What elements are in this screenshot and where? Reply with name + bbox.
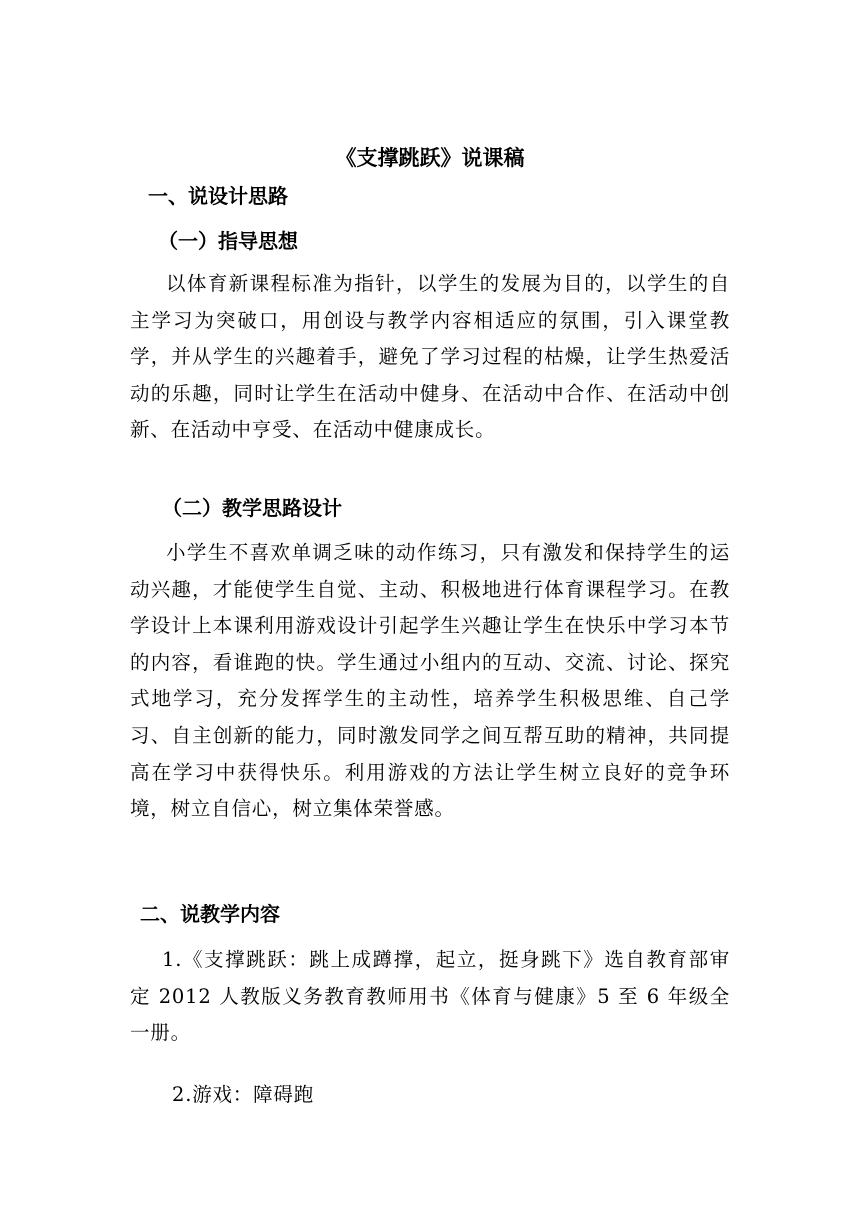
section-heading-teaching-content: 二、说教学内容 — [140, 902, 280, 926]
paragraph-teaching-design: 小学生不喜欢单调乏味的动作练习，只有激发和保持学生的运动兴趣，才能使学生自觉、主动、积极地进行体育课程学习。在教学设计上本课利用游戏设计引起学生兴趣让学生在快乐中学习本节的内容，看谁跑的快。学生通过小组内的互动、交流、讨论、探究式地学习，充分发挥学生的主动性，培养学生积极思维、自己学习、自主创新的能力，同时激发同学之间互帮互助的精神，共同提高在学习中获得快乐。利用游戏的方法让学生树立良好的竞争环境，树立自信心，树立集体荣誉感。 — [130, 541, 730, 821]
subsection-heading-teaching-design: （二）教学思路设计 — [162, 496, 342, 520]
subsection-heading-guiding-thought: （一）指导思想 — [158, 229, 298, 253]
section-heading-design-ideas: 一、说设计思路 — [148, 184, 288, 208]
list-item-content-2: 2.游戏：障碍跑 — [172, 1083, 315, 1106]
paragraph-guiding-thought: 以体育新课程标准为指针，以学生的发展为目的，以学生的自主学习为突破口，用创设与教学内容相适应的氛围，引入课堂教学，并从学生的兴趣着手，避免了学习过程的枯燥，让学生热爱活动的乐趣，同时让学生在活动中健身、在活动中合作、在活动中创新、在活动中亨受、在活动中健康成长。 — [130, 272, 730, 442]
document-title: 《支撑跳跃》说课稿 — [335, 146, 525, 170]
list-item-content-1: 1.《支撑跳跃：跳上成蹲撑，起立，挺身跳下》选自教育部审定 2012 人教版义务教育教师用书《体育与健康》5 至 6 年级全一册。 — [130, 948, 730, 1045]
